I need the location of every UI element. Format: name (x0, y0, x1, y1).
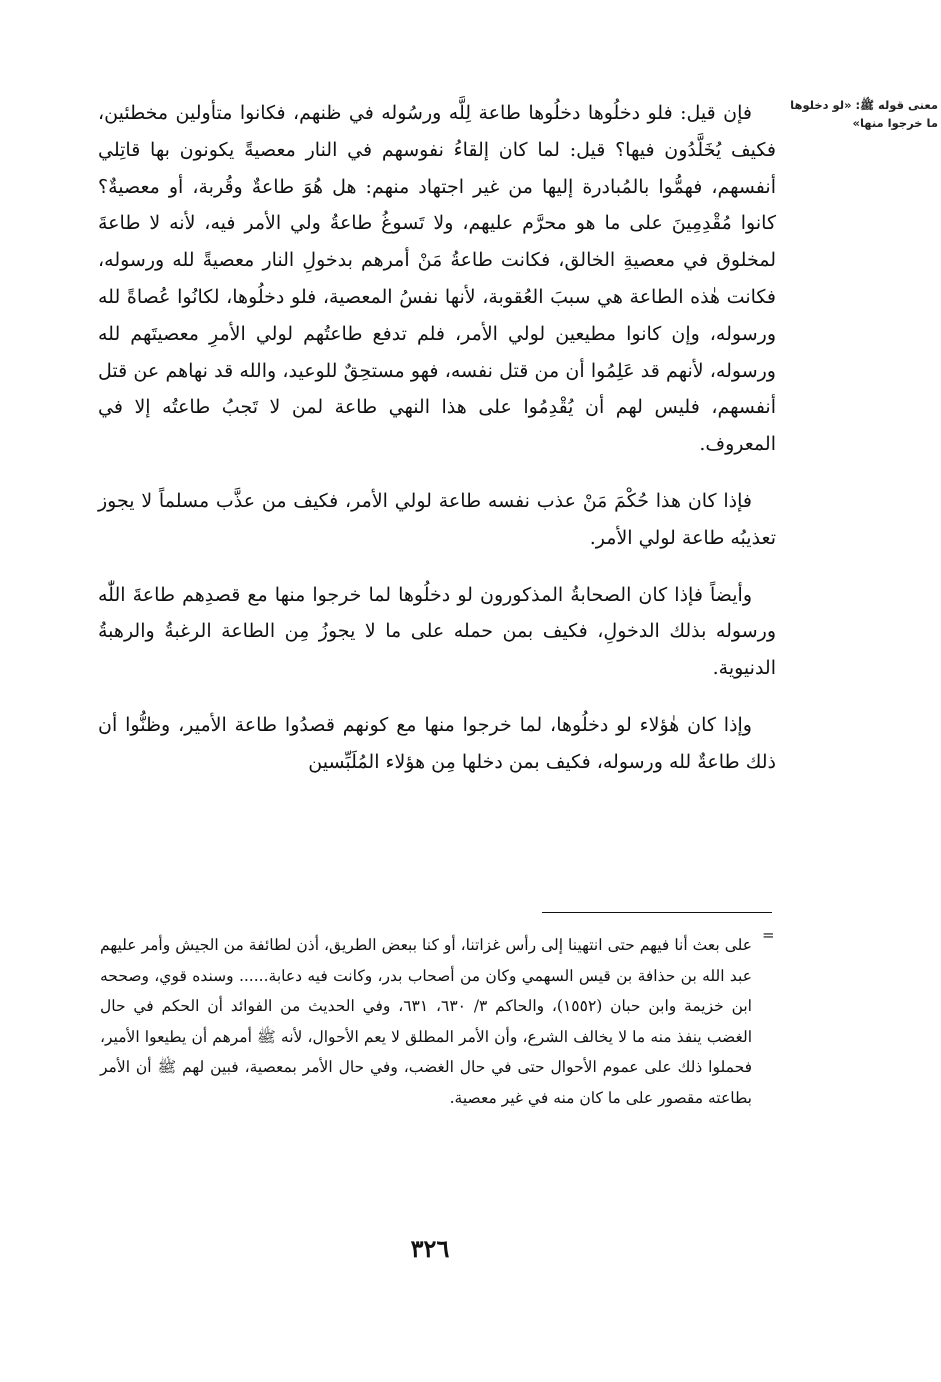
paragraph-4: وإذا كان هٰؤلاء لو دخلُوها، لما خرجوا منها مع كونهم قصدُوا طاعة الأمير، وظنُّوا أن ذلك طاعةٌ لله ورسوله، فكيف بمن دخلها مِن هؤلاء المُلَبِّسين (98, 713, 776, 773)
footnote-text: على بعث أنا فيهم حتى انتهينا إلى رأس غزاتنا، أو كنا ببعض الطريق، أذن لطائفة من الجيش وأمر عليهم عبد الله بن حذافة بن قيس السهمي وكان من أصحاب بدر، وكانت فيه دعابة...... وسنده قوي، وصححه ابن خزيمة وابن حبان (١٥٥٢)، والحاكم ٣/ ٦٣٠، ٦٣١، وفي الحديث من الفوائد أن الحكم في حال الغضب ينفذ منه ما لا يخالف الشرع، وأن الأمر المطلق لا يعم الأحوال، لأنه ﷺ أمرهم أن يطيعوا الأمير، فحملوا ذلك على عموم الأحوال حتى في حال الغضب، وفي حال الأمر بمعصية، فبين لهم ﷺ أن الأمر بطاعته مقصور على ما كان منه في غير معصية. (100, 936, 752, 1107)
paragraph-3: وأيضاً فإذا كان الصحابةُ المذكورون لو دخلُوها لما خرجوا منها مع قصدِهم طاعةَ اللّٰه ورسوله بذلك الدخولِ، فكيف بمن حمله على ما لا يجوزُ مِن الطاعة الرغبةُ والرهبةُ الدنيوية. (98, 583, 776, 680)
main-text (98, 95, 776, 801)
paragraph-2: فإذا كان هذا حُكْمَ مَنْ عذب نفسه طاعة لولي الأمر، فكيف من عذَّب مسلماً لا يجوز تعذيبُه طاعة لولي الأمر. (98, 489, 776, 549)
margin-heading: معنى قوله ﷺ: «لو دخلوها ما خرجوا منها» (790, 98, 938, 130)
footnote-continuation-marker: = (762, 926, 775, 944)
footnote (100, 930, 752, 1114)
footnote-separator (542, 912, 772, 913)
paragraph-1: فإن قيل: فلو دخلُوها دخلُوها طاعة لِلَّه ورسُوله في ظنهم، فكانوا متأولين مخطئين، فكيف يُخَلَّدُون فيها؟ قيل: لما كان إلقاءُ نفوسهم في النار معصيةً يكونون بها قاتِلي أنفسهم، فهمُّوا بالمُبادرة إليها من غير اجتهاد منهم: هل هُوَ طاعةٌ وقُربة، أو معصيةٌ؟ كانوا مُقْدِمِينَ على ما هو محرَّم عليهم، ولا تَسوغُ طاعةُ ولي الأمر فيه، لأنه لا طاعةَ لمخلوق في معصيةِ الخالق، فكانت طاعةُ مَنْ أمرهم بدخولِ النار معصيةً لله ورسوله، فكانت هٰذه الطاعة هي سببَ العُقوبة، لأنها نفسُ المعصية، فلو دخلُوها، لكانُوا عُصاةً لله ورسوله، وإن كانوا مطيعين لولي الأمر، فلم تدفع طاعتُهم لولي الأمرِ معصيتَهم لله ورسوله، لأنهم قد عَلِمُوا أن من قتل نفسه، فهو مستحِقٌ للوعيد، والله قد نهاهم عن قتل أنفسهم، فليس لهم أن يُقْدِمُوا على هذا النهي طاعة لمن لا تَجبُ طاعتُه إلا في المعروف. (98, 102, 776, 456)
page-number: ٣٢٦ (410, 1234, 450, 1263)
